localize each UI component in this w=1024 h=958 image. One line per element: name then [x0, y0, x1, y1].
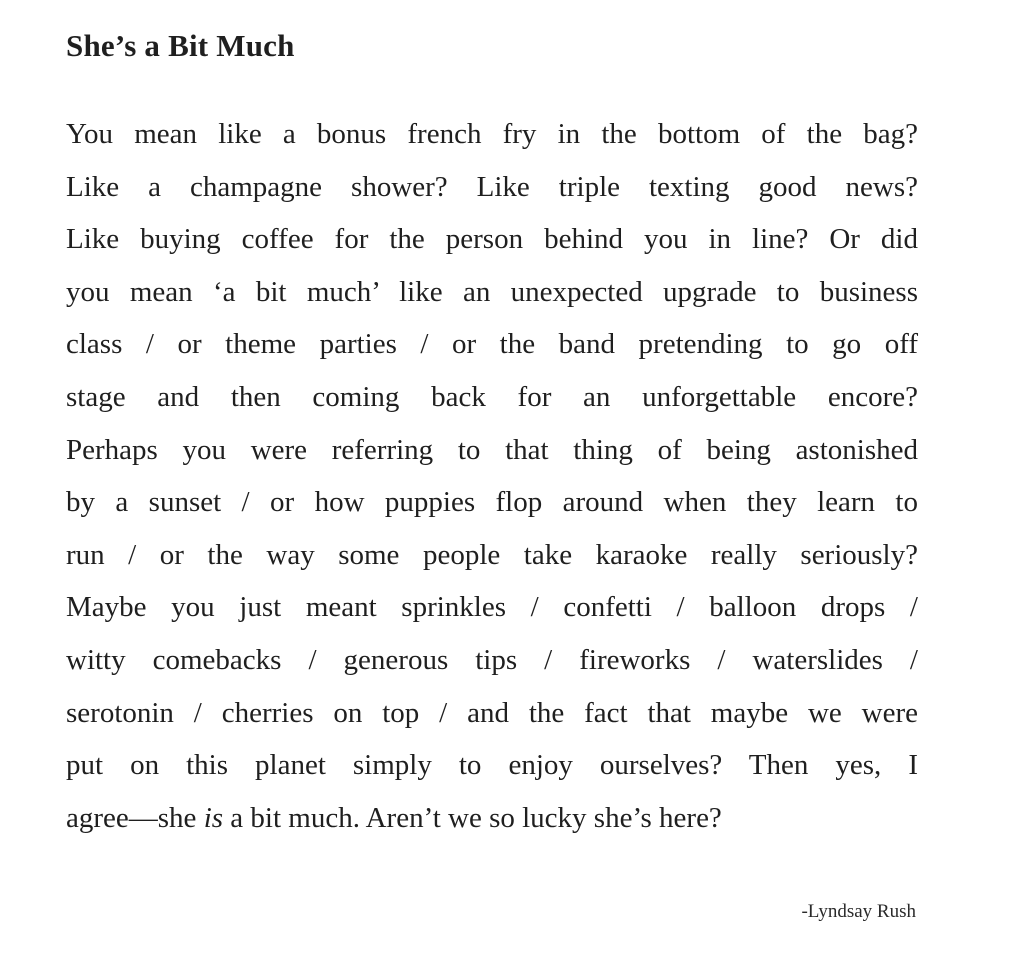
poem-line: by a sunset / or how puppies flop around when they learn to — [66, 486, 918, 519]
poem-line: witty comebacks / generous tips / fireworks / waterslides / — [66, 643, 918, 676]
poem-line: class / or theme parties / or the band pretending to go off — [66, 328, 918, 361]
poem-line: Like a champagne shower? Like triple texting good news? — [66, 170, 918, 203]
last-line-end: a bit much. Aren’t we so lucky she’s here? — [223, 801, 722, 834]
emphasized-word: is — [203, 801, 224, 834]
poem-line: Like buying coffee for the person behind you in line? Or did — [66, 223, 918, 256]
poem-title: She’s a Bit Much — [66, 28, 295, 63]
poem-line: put on this planet simply to enjoy ourselves? Then yes, I — [66, 749, 918, 782]
author-attribution: -Lyndsay Rush — [801, 901, 916, 922]
poem-last-line — [66, 792, 918, 845]
poem-line: you mean ‘a bit much’ like an unexpected upgrade to business — [66, 275, 918, 308]
poem-line: serotonin / cherries on top / and the fact that maybe we were — [66, 696, 918, 729]
poem-line: Perhaps you were referring to that thing of being astonished — [66, 433, 918, 466]
poem-body — [66, 108, 918, 844]
poem-line: run / or the way some people take karaoke really seriously? — [66, 538, 918, 571]
last-line-start: agree—she — [66, 801, 204, 834]
poem-line: stage and then coming back for an unforgettable encore? — [66, 380, 918, 413]
poem-line: You mean like a bonus french fry in the bottom of the bag? — [66, 118, 918, 150]
poem-line: Maybe you just meant sprinkles / confetti / balloon drops / — [66, 591, 918, 624]
